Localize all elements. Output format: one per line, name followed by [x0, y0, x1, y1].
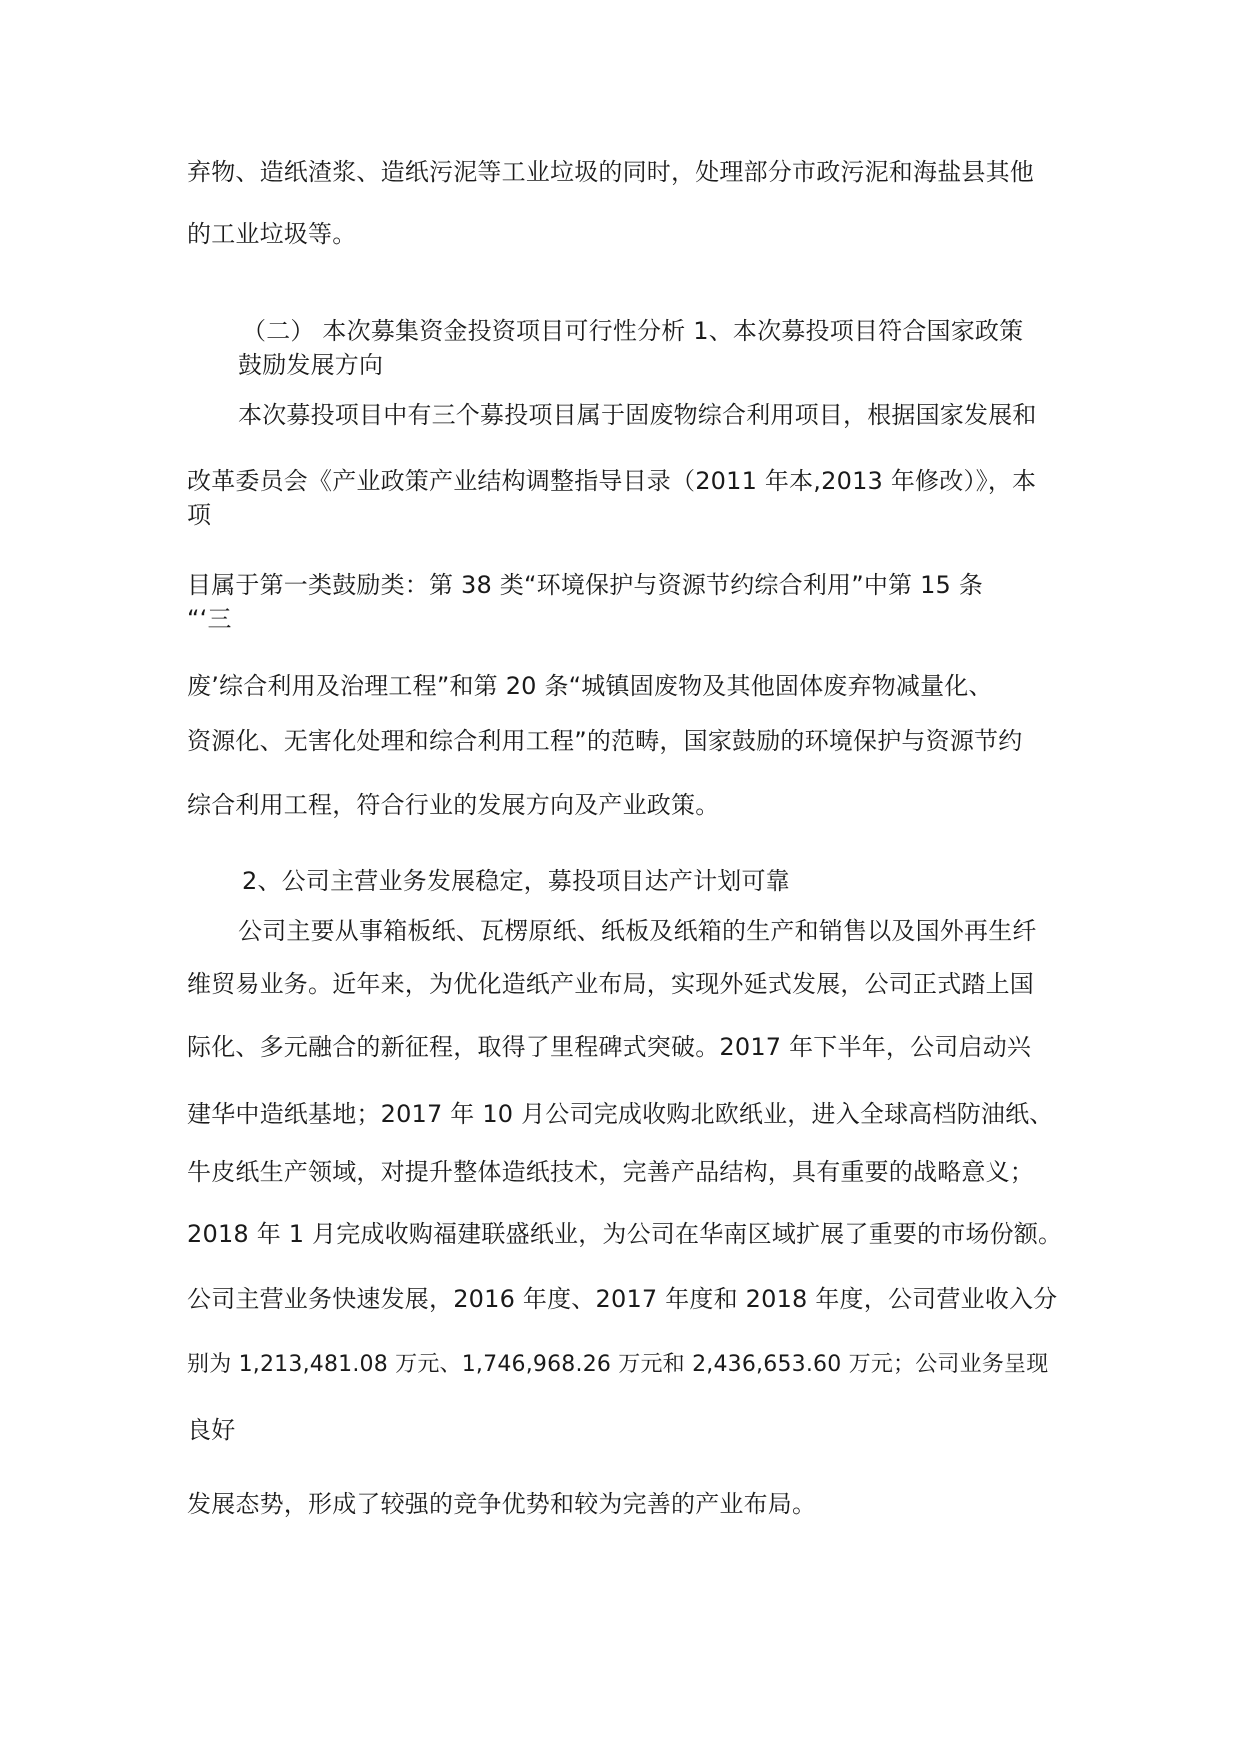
- text-line: 维贸易业务。近年来，为优化造纸产业布局，实现外延式发展，公司正式踏上国: [187, 970, 1034, 998]
- text-line: 良好: [187, 1416, 236, 1444]
- text-line: 建华中造纸基地；2017 年 10 月公司完成收购北欧纸业，进入全球高档防油纸、: [187, 1100, 1054, 1128]
- text-line: 改革委员会《产业政策产业结构调整指导目录（2011 年本,2013 年修改）》，本: [187, 467, 1037, 495]
- text-line: 发展态势，形成了较强的竞争优势和较为完善的产业布局。: [187, 1490, 817, 1518]
- text-line: 公司主要从事箱板纸、瓦楞原纸、纸板及纸箱的生产和销售以及国外再生纤: [238, 917, 1037, 945]
- text-line: 项: [187, 501, 212, 529]
- text-line: 废’综合利用及治理工程”和第 20 条“城镇固废物及其他固体废弃物减量化、: [187, 672, 993, 700]
- text-line: 牛皮纸生产领域，对提升整体造纸技术，完善产品结构，具有重要的战略意义；: [187, 1158, 1034, 1186]
- text-line: 的工业垃圾等。: [187, 220, 357, 248]
- text-line: 综合利用工程，符合行业的发展方向及产业政策。: [187, 791, 720, 819]
- text-line: 别为 1,213,481.08 万元、1,746,968.26 万元和 2,436,653.60 万元；公司业务呈现: [187, 1352, 1049, 1377]
- text-line: 资源化、无害化处理和综合利用工程”的范畴，国家鼓励的环境保护与资源节约: [187, 727, 1023, 755]
- text-line: 目属于第一类鼓励类：第 38 类“环境保护与资源节约综合利用”中第 15 条: [187, 571, 984, 599]
- text-line: 本次募投项目中有三个募投项目属于固废物综合利用项目，根据国家发展和: [238, 401, 1037, 429]
- text-line: “‘三: [187, 605, 232, 633]
- section-heading: 鼓励发展方向: [238, 351, 384, 379]
- text-line: 公司主营业务快速发展，2016 年度、2017 年度和 2018 年度，公司营业收入分: [187, 1285, 1058, 1313]
- text-line: 2018 年 1 月完成收购福建联盛纸业，为公司在华南区域扩展了重要的市场份额。: [187, 1220, 1063, 1248]
- section-heading: （二） 本次募集资金投资项目可行性分析 1、本次募投项目符合国家政策: [242, 317, 1024, 345]
- section-heading: 2、公司主营业务发展稳定，募投项目达产计划可靠: [242, 867, 790, 895]
- text-line: 际化、多元融合的新征程，取得了里程碑式突破。2017 年下半年，公司启动兴: [187, 1033, 1032, 1061]
- text-line: 弃物、造纸渣浆、造纸污泥等工业垃圾的同时，处理部分市政污泥和海盐县其他: [187, 158, 1034, 186]
